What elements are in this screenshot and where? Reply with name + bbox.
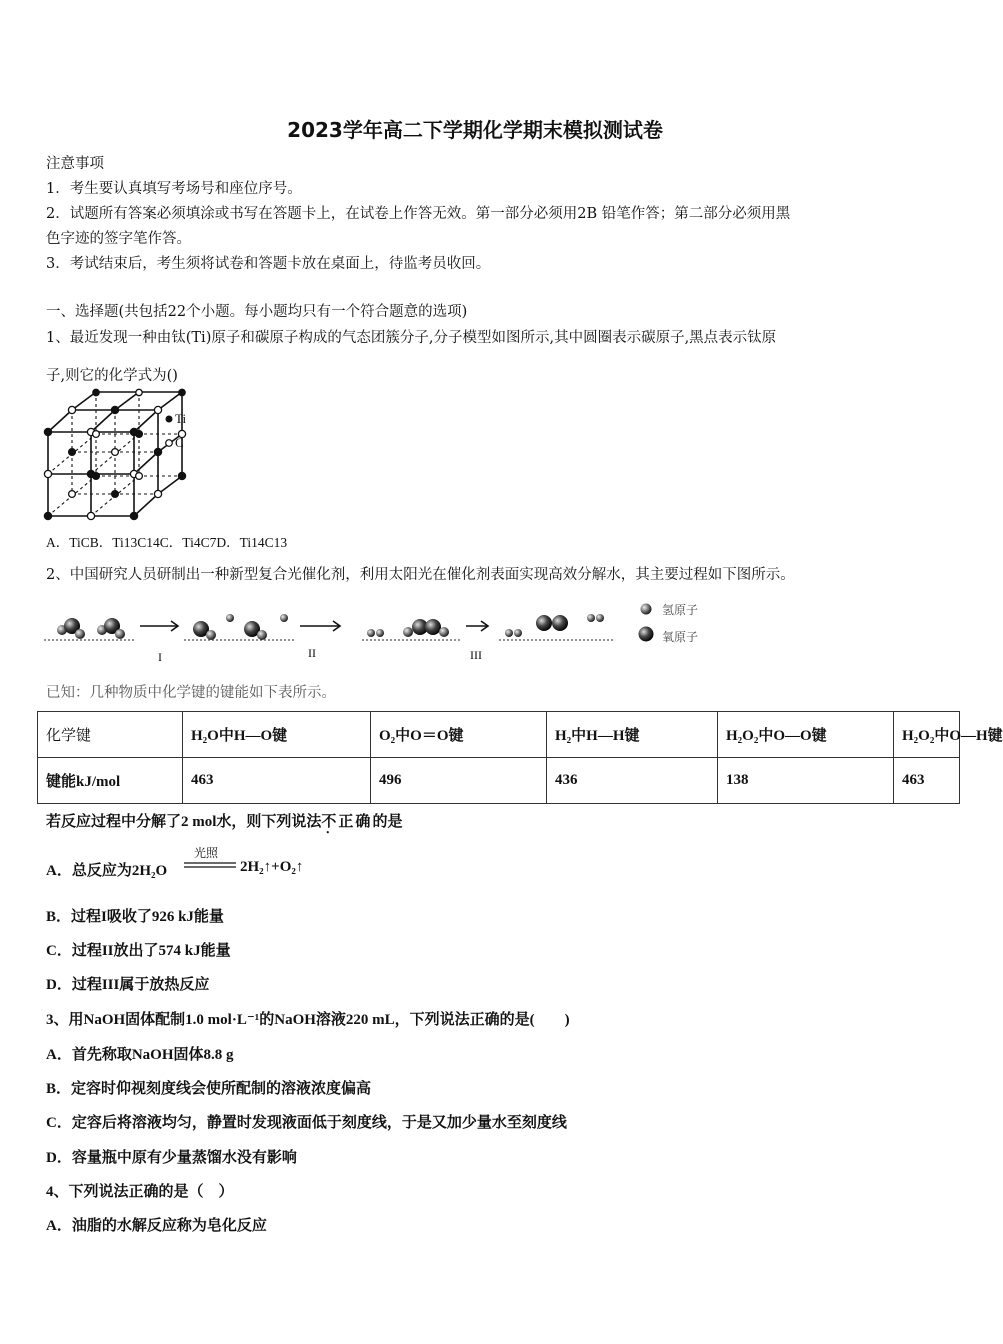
legend-oxygen-label: 氧原子 xyxy=(662,630,699,644)
legend-hydrogen-label: 氢原子 xyxy=(662,603,699,617)
table-cell: 138 xyxy=(718,758,894,804)
known-text: 已知：几种物质中化学键的键能如下表所示。 xyxy=(46,685,336,701)
table-header-cell: H₂O₂中O—O键 xyxy=(718,712,894,758)
step-label: III xyxy=(470,648,482,662)
option-a: A．首先称取NaOH固体8.8 g xyxy=(46,1047,234,1063)
notice-item: 1．考生要认真填写考场号和座位序号。 xyxy=(46,181,302,197)
question-4-stem: 4、下列说法正确的是（ ） xyxy=(46,1184,234,1200)
equals-arrow xyxy=(184,861,236,869)
table-row xyxy=(38,758,960,804)
table-header-cell: 化学键 xyxy=(38,712,183,758)
question-1-stem-cont: 子,则它的化学式为() xyxy=(46,368,178,384)
emphasis-text: 不正确 xyxy=(321,814,373,830)
option-a-products: 2H₂↑+O₂↑ xyxy=(240,859,304,875)
table-cell: 436 xyxy=(547,758,718,804)
option-a-prefix: A．总反应为2H₂O xyxy=(46,863,168,879)
question-2-stem: 2、中国研究人员研制出一种新型复合光催化剂，利用太阳光在催化剂表面实现高效分解水，其主要过程如下图所示。 xyxy=(46,567,795,583)
notice-heading: 注意事项 xyxy=(46,156,104,172)
table-cell: 496 xyxy=(371,758,547,804)
table-cell: 463 xyxy=(894,758,960,804)
condition-label: 光照 xyxy=(194,846,219,860)
step-label: II xyxy=(308,646,316,660)
option-b: B．过程I吸收了926 kJ能量 xyxy=(46,909,224,925)
table-cell: 463 xyxy=(183,758,371,804)
c-legend-circle xyxy=(164,438,174,448)
bond-energy-table xyxy=(37,711,1003,804)
table-header-cell: H₂O₂中O—H键 xyxy=(894,712,960,758)
ti-legend-dot xyxy=(164,414,174,424)
notice-item: 2．试题所有答案必须填涂或书写在答题卡上，在试卷上作答无效。第一部分必须用2B 铅笔作答；第二部分必须用黑 xyxy=(46,206,791,222)
prompt-text: 若反应过程中分解了2 mol水，则下列说法 xyxy=(46,814,322,830)
table-header-row xyxy=(38,712,960,758)
question-1-stem: 1、最近发现一种由钛(Ti)原子和碳原子构成的气态团簇分子,分子模型如图所示,其中圆圈表示碳原子,黑点表示钛原 xyxy=(46,330,777,346)
option-a: A．油脂的水解反应称为皂化反应 xyxy=(46,1218,267,1234)
table-header-cell: H₂O中H—O键 xyxy=(183,712,371,758)
question-1-options: A．TiCB．Ti13C14C．Ti4C7D．Ti14C13 xyxy=(46,535,288,550)
page-title: 2023学年高二下学期化学期末模拟测试卷 xyxy=(287,118,663,142)
cluster-model-figure xyxy=(42,390,192,522)
question-3-stem: 3、用NaOH固体配制1.0 mol·L⁻¹的NaOH溶液220 mL，下列说法正确的是( ) xyxy=(46,1012,570,1028)
question-2-prompt xyxy=(46,810,402,831)
option-c: C．过程II放出了574 kJ能量 xyxy=(46,943,231,959)
legend-c-label: C xyxy=(175,435,184,450)
option-d: D．过程III属于放热反应 xyxy=(46,977,210,993)
water-splitting-figure xyxy=(44,596,704,666)
option-d: D．容量瓶中原有少量蒸馏水没有影响 xyxy=(46,1150,297,1166)
notice-item: 色字迹的签字笔作答。 xyxy=(46,231,191,247)
table-cell: 键能kJ/mol xyxy=(38,758,183,804)
prompt-text-end: 的是 xyxy=(372,814,403,830)
section-heading: 一、选择题(共包括22个小题。每小题均只有一个符合题意的选项) xyxy=(46,304,468,320)
table-header-cell: H₂中H—H键 xyxy=(547,712,718,758)
option-c: C．定容后将溶液均匀，静置时发现液面低于刻度线，于是又加少量水至刻度线 xyxy=(46,1115,567,1131)
option-b: B．定容时仰视刻度线会使所配制的溶液浓度偏高 xyxy=(46,1081,372,1097)
table-header-cell: O₂中O＝O键 xyxy=(371,712,547,758)
step-label: I xyxy=(158,650,162,664)
legend-ti-label: Ti xyxy=(175,411,187,426)
notice-item: 3．考试结束后，考生须将试卷和答题卡放在桌面上，待监考员收回。 xyxy=(46,256,491,272)
